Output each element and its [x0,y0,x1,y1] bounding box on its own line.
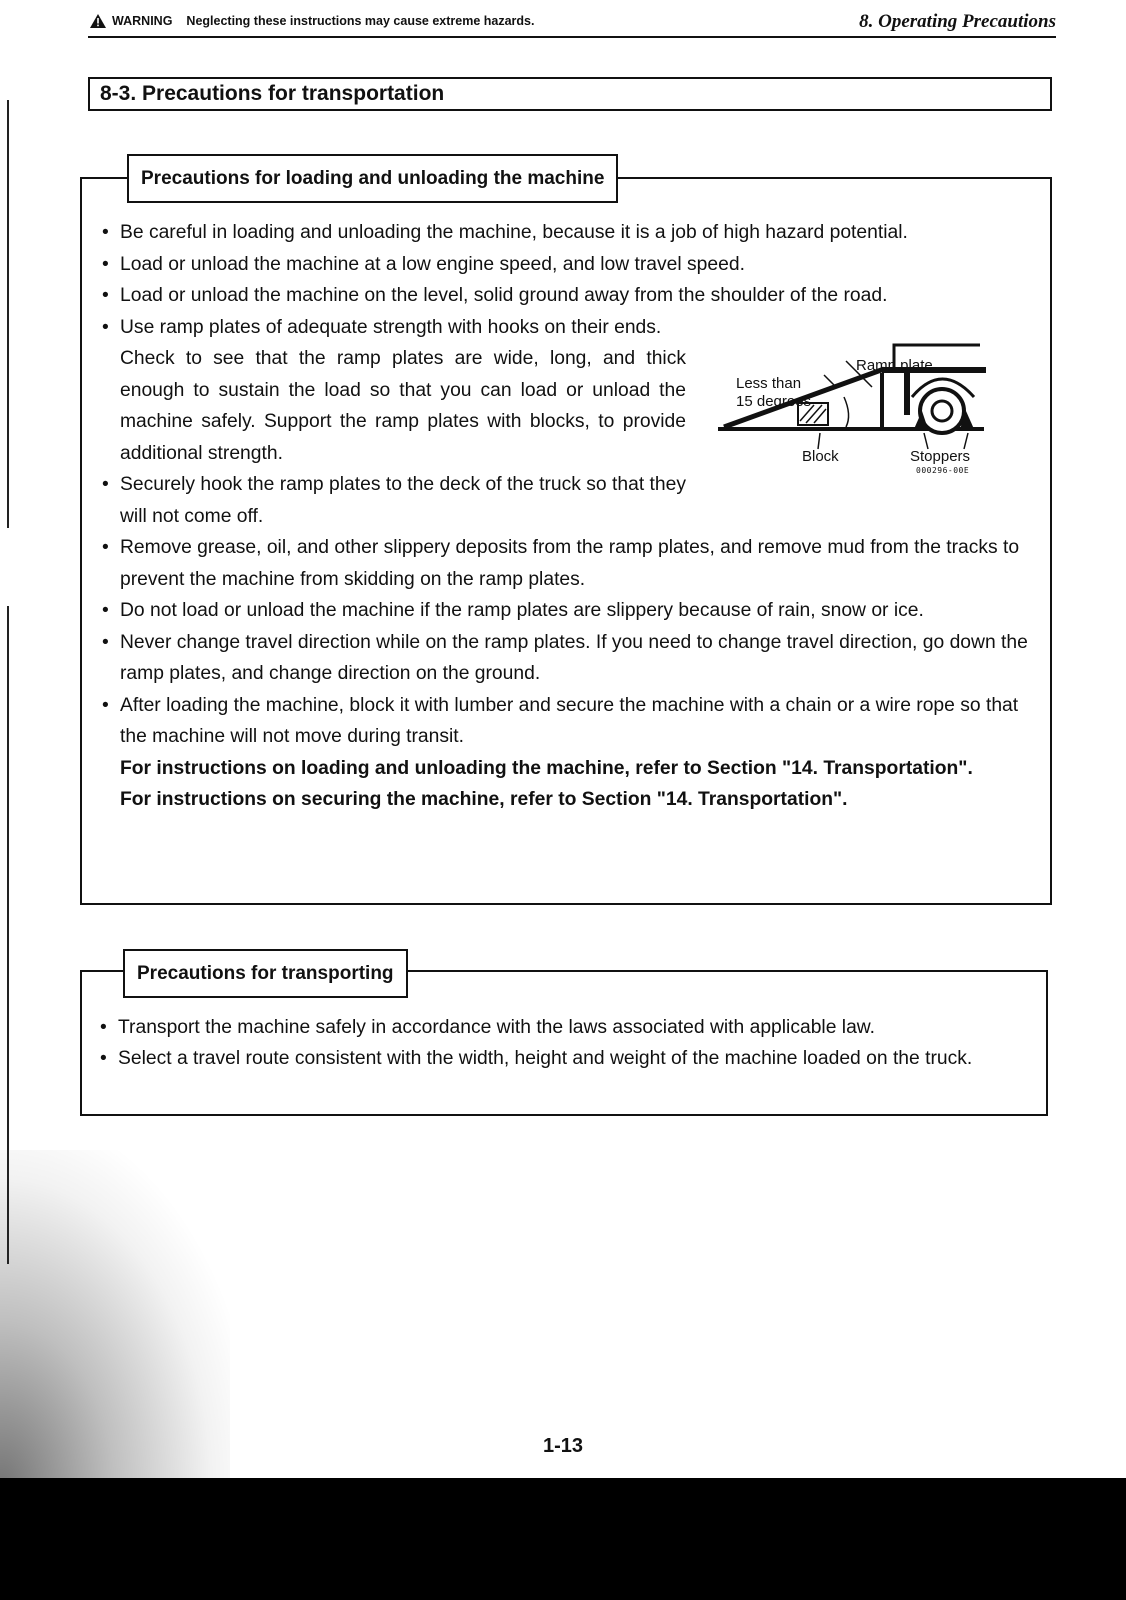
list-item [102,312,686,470]
bullet-dot-icon: • [102,631,109,653]
list-item: • Securely hook the ramp plates to the deck of the truck so that they will not come off. [102,469,686,532]
loading-box-title: Precautions for loading and unloading the machine [127,154,618,203]
warning-text: Neglecting these instructions may cause extreme hazards. [186,14,535,28]
chapter-title: 8. Operating Precautions [859,11,1056,32]
block-label: Block [802,448,839,465]
ramp-plate-label: Ramp plate [856,357,933,374]
figure-code: 000296-00E [916,466,970,475]
bullet-dot-icon: • [100,1017,107,1038]
bullet-dot-icon: • [102,600,109,621]
ramp-plate-check-text: Check to see that the ramp plates are wide, long, and thick enough to sustain the load so that you can load or unload the machine safely. Support the ramp plates with blocks, to provide additional strength. [120,348,686,464]
page-header [88,6,1056,38]
transport-precautions-list [100,1012,1040,1074]
bullet-dot-icon: • [102,222,109,243]
list-item: • Do not load or unload the machine if the ramp plates are slippery because of rain, snow or ice. [102,595,1042,627]
scan-smudge [0,1150,230,1490]
list-item: • Load or unload the machine at a low engine speed, and low travel speed. [102,249,1042,281]
reference-loading: For instructions on loading and unloading the machine, refer to Section "14. Transportation". [120,757,973,779]
degrees-label: 15 degrees [736,393,812,410]
list-item: • Transport the machine safely in accordance with the laws associated with applicable law. [100,1012,1040,1043]
binder-mark [7,606,9,1264]
page-number: 1-13 [543,1435,584,1457]
loading-precautions-list [102,217,1042,816]
list-item: • Be careful in loading and unloading the machine, because it is a job of high hazard potential. [102,217,1042,249]
transporting-precautions-box [80,962,1048,1116]
bullet-dot-icon: • [100,1048,107,1069]
bullet-dot-icon: • [102,694,109,716]
bullet-dot-icon: • [102,285,109,306]
bullet-dot-icon: • [102,474,109,495]
scan-dark-band [0,1478,1126,1600]
warning-triangle-icon [90,14,106,28]
list-item: • Remove grease, oil, and other slippery deposits from the ramp plates, and remove mud from the tracks to prevent the machine from skidding on the ramp plates. [102,532,1042,595]
warning-label: WARNING [112,14,173,28]
bullet-dot-icon: • [102,537,109,558]
bullet-dot-icon: • [102,253,109,275]
list-item: • Select a travel route consistent with the width, height and weight of the machine loaded on the truck. [100,1043,1040,1074]
ramp-plate-text: Use ramp plates of adequate strength with hooks on their ends. [120,316,662,338]
transport-box-title: Precautions for transporting [123,949,408,998]
stoppers-label: Stoppers [910,448,971,465]
loading-precautions-box [80,167,1052,905]
warning-notice [90,14,534,28]
bullet-dot-icon: • [102,316,109,338]
section-title-box [88,77,1052,111]
less-than-label: Less than [736,375,802,392]
list-item: • Load or unload the machine on the level, solid ground away from the shoulder of the road. [102,280,1042,312]
ramp-loading-figure [716,321,998,473]
reference-securing: For instructions on securing the machine, refer to Section "14. Transportation". [120,789,848,810]
list-item: • After loading the machine, block it with lumber and secure the machine with a chain or a wire rope so that the machine will not move during transit. For instructions on loading and unloading the machine, refer to Section "14. Transportation". For instructions on securing the machine, refer to Section "14. Transportation". [102,690,1042,816]
binder-mark [7,100,9,528]
section-title: 8-3. Precautions for transportation [100,82,445,105]
list-item: • Never change travel direction while on the ramp plates. If you need to change travel direction, go down the ramp plates, and change direction on the ground. [102,627,1042,690]
